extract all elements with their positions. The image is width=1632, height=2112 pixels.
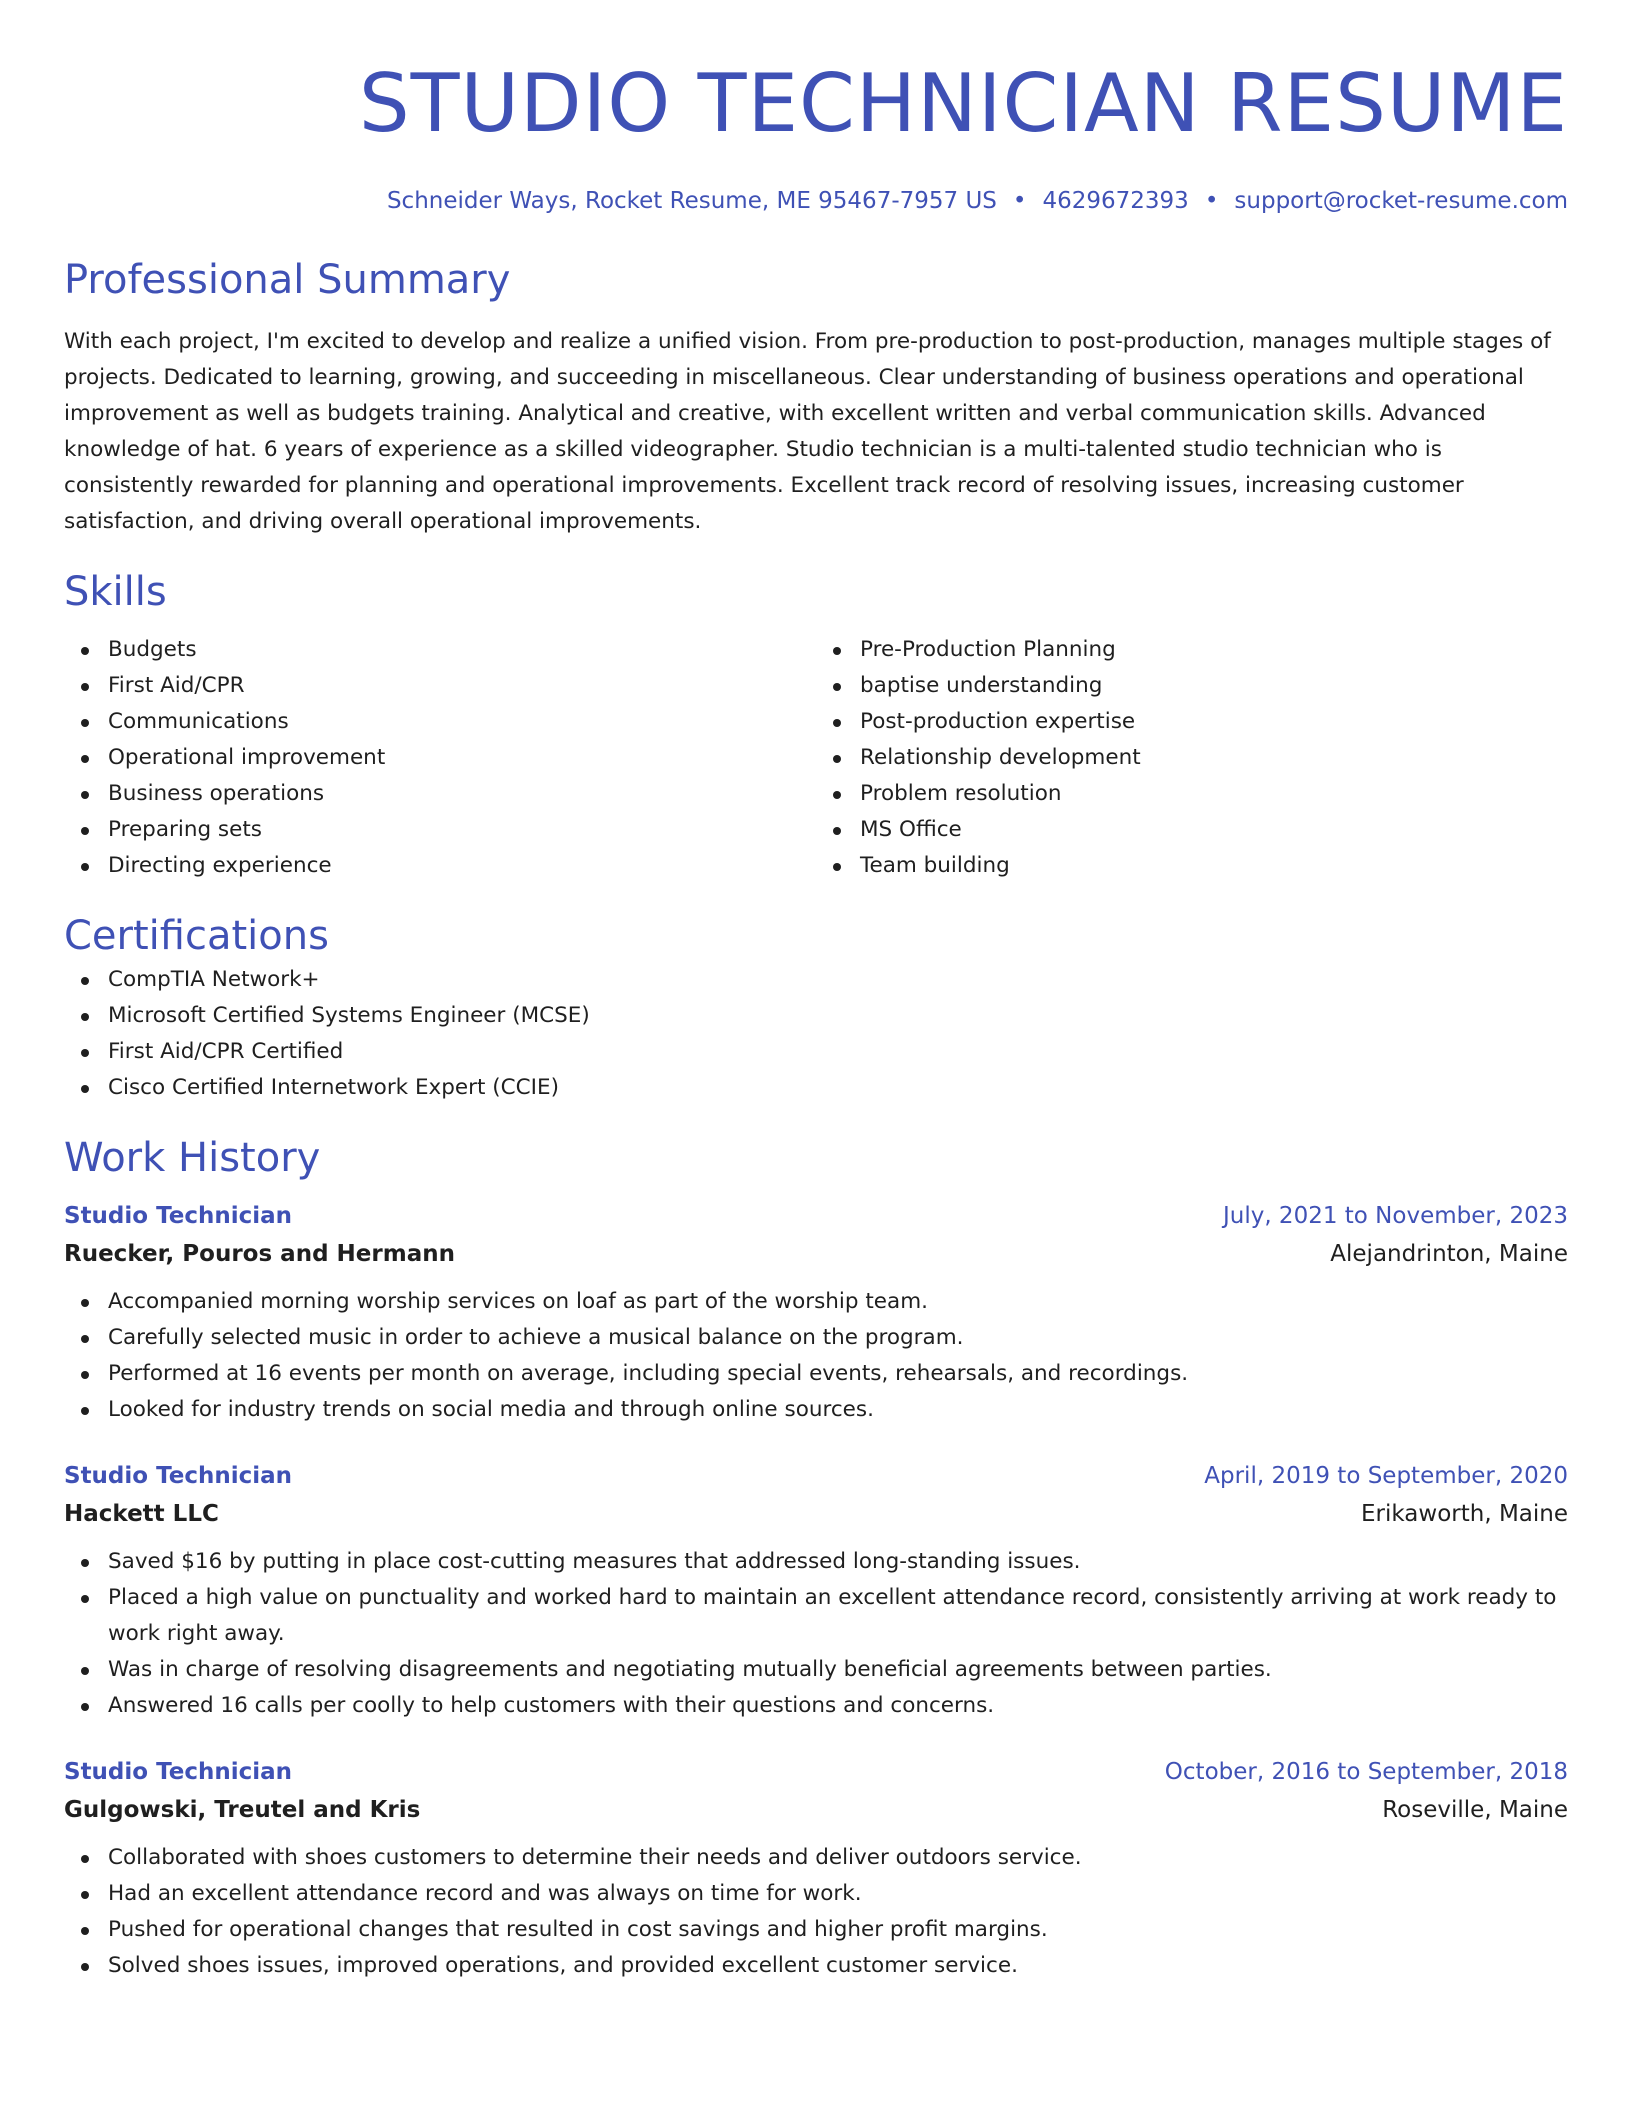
job-location: Alejandrinton, Maine (1330, 1241, 1568, 1267)
certifications-list (64, 962, 1568, 1106)
contact-phone: 4629672393 (1042, 188, 1189, 214)
certification-item: CompTIA Network+ (64, 962, 1568, 998)
skill-item: Team building (816, 848, 1568, 884)
skill-item: baptise understanding (816, 668, 1568, 704)
job-entry (64, 1200, 1568, 1428)
job-duties-list (64, 1284, 1568, 1428)
job-duty-item: Pushed for operational changes that resulted in cost savings and higher profit margins. (64, 1912, 1568, 1948)
job-duty-item: Answered 16 calls per coolly to help customers with their questions and concerns. (64, 1688, 1568, 1724)
certification-item: Cisco Certified Internetwork Expert (CCIE) (64, 1070, 1568, 1106)
summary-text: With each project, I'm excited to develop and realize a unified vision. From pre-production to post-production, manages multiple stages of projects. Dedicated to learning, growing, and succeeding in miscellaneous. Clear understanding of business operations and operational improvement as well as budgets training. Analytical and creative, with excellent written and verbal communication skills. Advanced knowledge of hat. 6 years of experience as a skilled videographer. Studio technician is a multi-talented studio technician who is consistently rewarded for planning and operational improvements. Excellent track record of resolving issues, increasing customer satisfaction, and driving overall operational improvements. (64, 329, 1551, 534)
job-header-row (64, 1756, 1568, 1788)
skill-item: Problem resolution (816, 776, 1568, 812)
job-duty-item: Had an excellent attendance record and was always on time for work. (64, 1876, 1568, 1912)
job-duty-item: Saved $16 by putting in place cost-cutting measures that addressed long-standing issues. (64, 1544, 1568, 1580)
skill-item: Operational improvement (64, 740, 816, 776)
skill-item: First Aid/CPR (64, 668, 816, 704)
job-duty-item: Carefully selected music in order to achieve a musical balance on the program. (64, 1320, 1568, 1356)
job-duty-item: Was in charge of resolving disagreements and negotiating mutually beneficial agreements between parties. (64, 1652, 1568, 1688)
resume-title: STUDIO TECHNICIAN RESUME (358, 57, 1568, 150)
job-entry (64, 1756, 1568, 1984)
skill-item: Pre-Production Planning (816, 632, 1568, 668)
resume-header (64, 0, 1568, 214)
job-title: Studio Technician (64, 1463, 293, 1489)
job-company: Hackett LLC (64, 1501, 219, 1527)
job-title: Studio Technician (64, 1759, 293, 1785)
contact-address: Schneider Ways, Rocket Resume, ME 95467-7957 US (386, 188, 997, 214)
skills-column-left (64, 632, 816, 884)
job-header-row (64, 1200, 1568, 1232)
job-dates: October, 2016 to September, 2018 (1164, 1759, 1568, 1785)
job-duty-item: Solved shoes issues, improved operations, and provided excellent customer service. (64, 1948, 1568, 1984)
skill-item: Post-production expertise (816, 704, 1568, 740)
job-dates: April, 2019 to September, 2020 (1204, 1463, 1568, 1489)
contact-separator: • (1012, 188, 1027, 214)
skill-item: MS Office (816, 812, 1568, 848)
work-history-heading: Work History (64, 1135, 321, 1181)
skill-item: Directing experience (64, 848, 816, 884)
skills-heading: Skills (64, 569, 167, 615)
job-header-row (64, 1460, 1568, 1492)
job-duties-list (64, 1544, 1568, 1724)
job-company: Gulgowski, Treutel and Kris (64, 1797, 421, 1823)
skill-item: Business operations (64, 776, 816, 812)
job-entry (64, 1460, 1568, 1724)
job-duty-item: Performed at 16 events per month on average, including special events, rehearsals, and recordings. (64, 1356, 1568, 1392)
skills-column-right (816, 632, 1568, 884)
job-company-row (64, 1498, 1568, 1530)
skill-item: Communications (64, 704, 816, 740)
certifications-heading: Certifications (64, 913, 329, 959)
certification-item: Microsoft Certified Systems Engineer (MCSE) (64, 998, 1568, 1034)
job-duty-item: Accompanied morning worship services on loaf as part of the worship team. (64, 1284, 1568, 1320)
job-company: Ruecker, Pouros and Hermann (64, 1241, 455, 1267)
job-location: Roseville, Maine (1382, 1797, 1568, 1823)
job-location: Erikaworth, Maine (1361, 1501, 1568, 1527)
summary-heading: Professional Summary (64, 257, 511, 303)
job-duties-list (64, 1840, 1568, 1984)
skills-list (64, 632, 1568, 884)
job-duty-item: Looked for industry trends on social media and through online sources. (64, 1392, 1568, 1428)
contact-email[interactable]: support@rocket-resume.com (1234, 188, 1568, 214)
job-company-row (64, 1794, 1568, 1826)
skill-item: Relationship development (816, 740, 1568, 776)
certification-item: First Aid/CPR Certified (64, 1034, 1568, 1070)
job-dates: July, 2021 to November, 2023 (1222, 1203, 1568, 1229)
skill-item: Budgets (64, 632, 816, 668)
job-duty-item: Collaborated with shoes customers to determine their needs and deliver outdoors service. (64, 1840, 1568, 1876)
job-duty-item: Placed a high value on punctuality and worked hard to maintain an excellent attendance record, consistently arriving at work ready to work right away. (64, 1580, 1568, 1652)
contact-separator: • (1204, 188, 1219, 214)
job-title: Studio Technician (64, 1203, 293, 1229)
skill-item: Preparing sets (64, 812, 816, 848)
contact-line (64, 188, 1568, 214)
job-company-row (64, 1238, 1568, 1270)
